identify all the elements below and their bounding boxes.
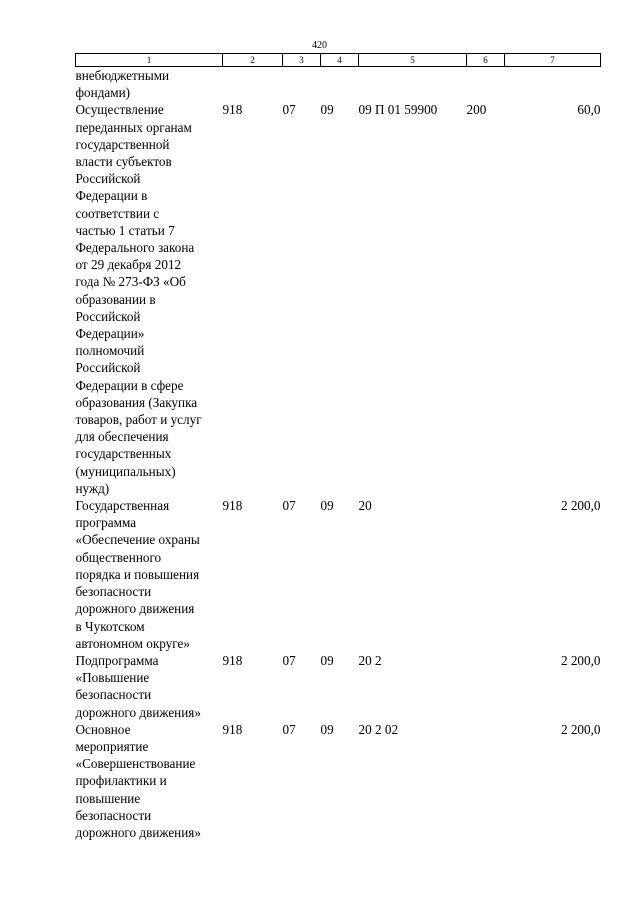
description-line: образования (Закупка	[75, 394, 198, 410]
amount-cell: 2 200,0	[560, 721, 601, 737]
amount-cell: 2 200,0	[560, 652, 601, 668]
column-header-7: 7	[505, 54, 601, 67]
subsection-code-cell: 09	[320, 721, 334, 737]
description-line: Основное	[75, 721, 131, 737]
description-line: для обеспечения	[75, 429, 169, 445]
column-header-1: 1	[76, 54, 223, 67]
row-description	[76, 67, 223, 102]
description-line: образовании в	[75, 291, 156, 307]
subsection-code-cell: 09	[320, 652, 334, 668]
target-article-cell: 20	[358, 498, 372, 514]
expense-type-cell: 200	[466, 102, 487, 118]
description-line: переданных органам	[75, 119, 192, 135]
ministry-code-cell: 918	[222, 721, 243, 737]
subsection-code-cell	[321, 67, 359, 102]
budget-table	[75, 53, 601, 841]
amount-cell	[505, 67, 601, 102]
ministry-code-cell	[223, 67, 283, 102]
description-line: дорожного движения»	[75, 824, 201, 840]
description-line: (муниципальных)	[75, 463, 176, 479]
description-line: безопасности	[75, 807, 152, 823]
page-number: 420	[312, 40, 327, 51]
description-line: Подпрограмма	[75, 652, 159, 668]
description-line: внебюджетными	[75, 68, 170, 83]
description-line: общественного	[75, 549, 162, 565]
description-line: «Обеспечение охраны	[75, 532, 200, 548]
description-line: мероприятие	[75, 738, 149, 754]
row-description	[76, 497, 223, 652]
expense-type-cell	[467, 721, 505, 841]
description-line: порядка и повышения	[75, 566, 200, 582]
column-number-row	[76, 54, 601, 67]
section-code-cell: 07	[282, 102, 296, 118]
target-article-cell: 20 2 02	[358, 721, 399, 737]
table-row	[76, 497, 601, 652]
description-line: соответствии с	[75, 205, 160, 221]
description-line: безопасности	[75, 687, 152, 703]
column-header-4: 4	[321, 54, 359, 67]
description-line: в Чукотском	[75, 618, 145, 634]
section-code-cell: 07	[282, 652, 296, 668]
table-row	[76, 721, 601, 841]
description-line: «Совершенствование	[75, 756, 196, 772]
amount-cell: 60,0	[577, 102, 601, 118]
description-line: Российской	[75, 308, 141, 324]
description-line: повышение	[75, 790, 141, 806]
description-line: профилактики и	[75, 773, 167, 789]
section-code-cell: 07	[282, 721, 296, 737]
description-line: частью 1 статьи 7	[75, 222, 175, 238]
column-header-2: 2	[223, 54, 283, 67]
target-article-cell	[359, 67, 467, 102]
description-line: «Повышение	[75, 670, 150, 686]
description-line: дорожного движения»	[75, 704, 201, 720]
description-line: Федерации»	[75, 326, 145, 342]
description-line: Федерального закона	[75, 240, 195, 256]
description-line: полномочий	[75, 343, 145, 359]
expense-type-cell	[467, 497, 505, 652]
column-header-6: 6	[467, 54, 505, 67]
description-line: программа	[75, 515, 137, 531]
description-line: государственной	[75, 136, 170, 152]
description-line: фондами)	[75, 85, 131, 101]
table-row	[76, 652, 601, 721]
amount-cell: 2 200,0	[560, 498, 601, 514]
expense-type-cell	[467, 67, 505, 102]
section-code-cell	[283, 67, 321, 102]
description-line: товаров, работ и услуг	[75, 412, 202, 428]
description-line: дорожного движения	[75, 601, 195, 617]
description-line: от 29 декабря 2012	[75, 257, 182, 273]
description-line: государственных	[75, 446, 172, 462]
table-row	[76, 67, 601, 102]
ministry-code-cell: 918	[222, 102, 243, 118]
expense-type-cell	[467, 652, 505, 721]
description-line: Российской	[75, 171, 141, 187]
row-description	[76, 721, 223, 841]
target-article-cell: 20 2	[358, 652, 382, 668]
description-line: власти субъектов	[75, 154, 172, 170]
table-body	[76, 67, 601, 842]
description-line: Российской	[75, 360, 141, 376]
description-line: Федерации в сфере	[75, 377, 184, 393]
column-header-5: 5	[359, 54, 467, 67]
target-article-cell: 09 П 01 59900	[358, 102, 438, 118]
column-header-3: 3	[283, 54, 321, 67]
subsection-code-cell: 09	[320, 498, 334, 514]
subsection-code-cell: 09	[320, 102, 334, 118]
row-description	[76, 101, 223, 497]
description-line: Осуществление	[75, 102, 164, 118]
section-code-cell: 07	[282, 498, 296, 514]
description-line: безопасности	[75, 584, 152, 600]
description-line: года № 273-ФЗ «Об	[75, 274, 186, 290]
table-row	[76, 101, 601, 497]
ministry-code-cell: 918	[222, 652, 243, 668]
description-line: Государственная	[75, 498, 170, 514]
row-description	[76, 652, 223, 721]
description-line: Федерации в	[75, 188, 148, 204]
description-line: нужд)	[75, 480, 110, 496]
ministry-code-cell: 918	[222, 498, 243, 514]
description-line: автономном округе»	[75, 635, 190, 651]
